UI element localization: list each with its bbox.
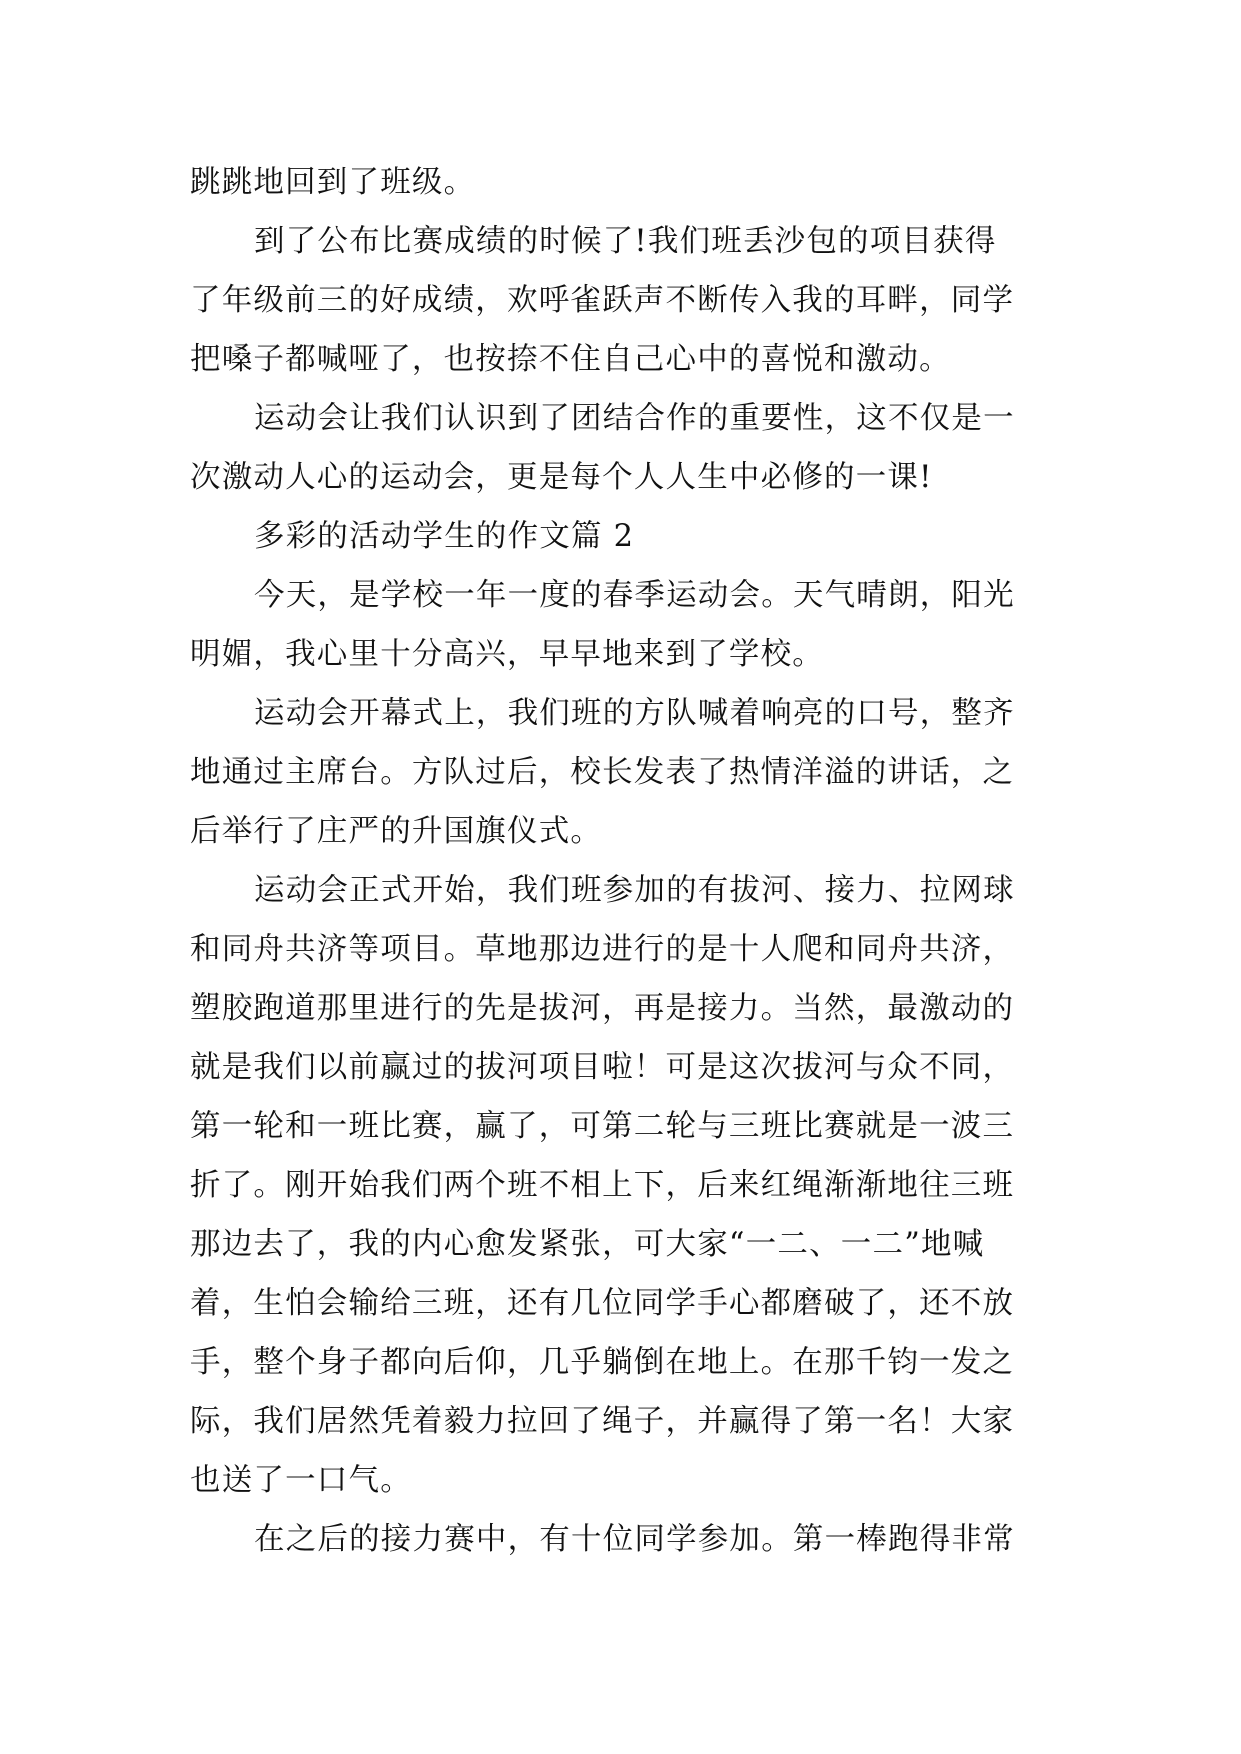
text-line: 第一轮和一班比赛，赢了，可第二轮与三班比赛就是一波三 xyxy=(190,1109,1015,1144)
text-line: 明媚，我心里十分高兴，早早地来到了学校。 xyxy=(190,637,824,672)
text-line: 也送了一口气。 xyxy=(190,1463,412,1498)
text-line: 地通过主席台。方队过后，校长发表了热情洋溢的讲话，之 xyxy=(190,755,1015,790)
paragraph-first-line: 在之后的接力赛中，有十位同学参加。第一棒跑得非常 xyxy=(254,1522,1015,1557)
text-line: 把嗓子都喊哑了，也按捺不住自己心中的喜悦和激动。 xyxy=(190,342,951,377)
text-line: 就是我们以前赢过的拔河项目啦！可是这次拔河与众不同， xyxy=(190,1050,1015,1085)
paragraph-first-line: 今天，是学校一年一度的春季运动会。天气晴朗，阳光 xyxy=(254,578,1015,613)
text-line: 跳跳地回到了班级。 xyxy=(190,165,476,200)
text-line: 后举行了庄严的升国旗仪式。 xyxy=(190,814,603,849)
section-heading: 多彩的活动学生的作文篇 2 xyxy=(254,519,635,554)
paragraph-first-line: 到了公布比赛成绩的时候了!我们班丢沙包的项目获得 xyxy=(254,224,997,259)
text-line: 了年级前三的好成绩，欢呼雀跃声不断传入我的耳畔，同学 xyxy=(190,283,1015,318)
text-line: 那边去了，我的内心愈发紧张，可大家“一二、一二”地喊 xyxy=(190,1227,985,1262)
paragraph-first-line: 运动会正式开始，我们班参加的有拔河、接力、拉网球 xyxy=(254,873,1015,908)
text-line: 际，我们居然凭着毅力拉回了绳子，并赢得了第一名！大家 xyxy=(190,1404,1015,1439)
paragraph-first-line: 运动会让我们认识到了团结合作的重要性，这不仅是一 xyxy=(254,401,1015,436)
text-line: 塑胶跑道那里进行的先是拔河，再是接力。当然，最激动的 xyxy=(190,991,1015,1026)
text-line: 次激动人心的运动会，更是每个人人生中必修的一课! xyxy=(190,460,933,495)
text-line: 和同舟共济等项目。草地那边进行的是十人爬和同舟共济， xyxy=(190,932,1015,967)
text-line: 着，生怕会输给三班，还有几位同学手心都磨破了，还不放 xyxy=(190,1286,1015,1321)
paragraph-first-line: 运动会开幕式上，我们班的方队喊着响亮的口号，整齐 xyxy=(254,696,1015,731)
text-line: 折了。刚开始我们两个班不相上下，后来红绳渐渐地往三班 xyxy=(190,1168,1015,1203)
text-line: 手，整个身子都向后仰，几乎躺倒在地上。在那千钧一发之 xyxy=(190,1345,1015,1380)
